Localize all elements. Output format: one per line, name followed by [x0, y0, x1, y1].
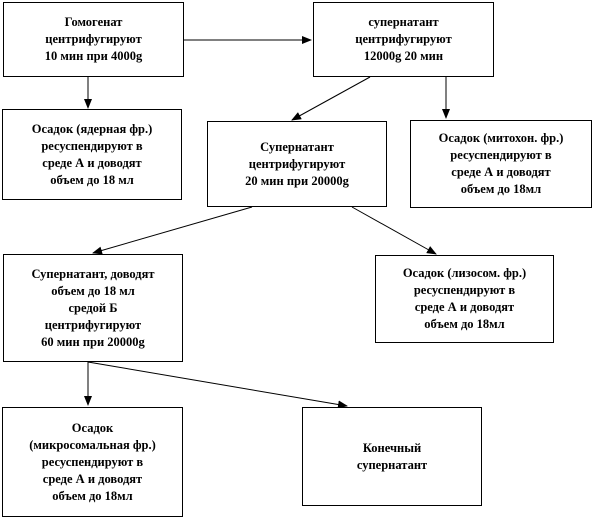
node-mito-pellet: Осадок (митохон. фр.) ресуспендируют в среде А и доводят объем до 18мл [410, 120, 592, 208]
node-microsomal-pellet: Осадок (микросомальная фр.) ресуспендируют в среде А и доводят объем до 18мл [2, 407, 183, 517]
node-supernatant2: Супернатант центрифугируют 20 мин при 20000g [207, 121, 387, 207]
edge-supernatant1-to-supernatant2 [292, 77, 370, 120]
node-homogenate: Гомогенат центрифугируют 10 мин при 4000g [3, 2, 184, 77]
node-nuclear-pellet: Осадок (ядерная фр.) ресуспендируют в среде А и доводят объем до 18 мл [2, 109, 182, 200]
node-supernatant3: Супернатант, доводят объем до 18 мл средой Б центрифугируют 60 мин при 20000g [3, 254, 183, 362]
node-lyso-pellet: Осадок (лизосом. фр.) ресуспендируют в среде А и доводят объем до 18мл [375, 255, 554, 343]
node-final-supernatant: Конечный супернатант [302, 407, 482, 506]
edge-supernatant2-to-lyso-pellet [352, 207, 436, 254]
edge-supernatant3-to-final-supernatant [88, 362, 347, 406]
edge-supernatant2-to-supernatant3 [93, 207, 252, 253]
node-supernatant1: супернатант центрифугируют 12000g 20 мин [313, 2, 494, 77]
